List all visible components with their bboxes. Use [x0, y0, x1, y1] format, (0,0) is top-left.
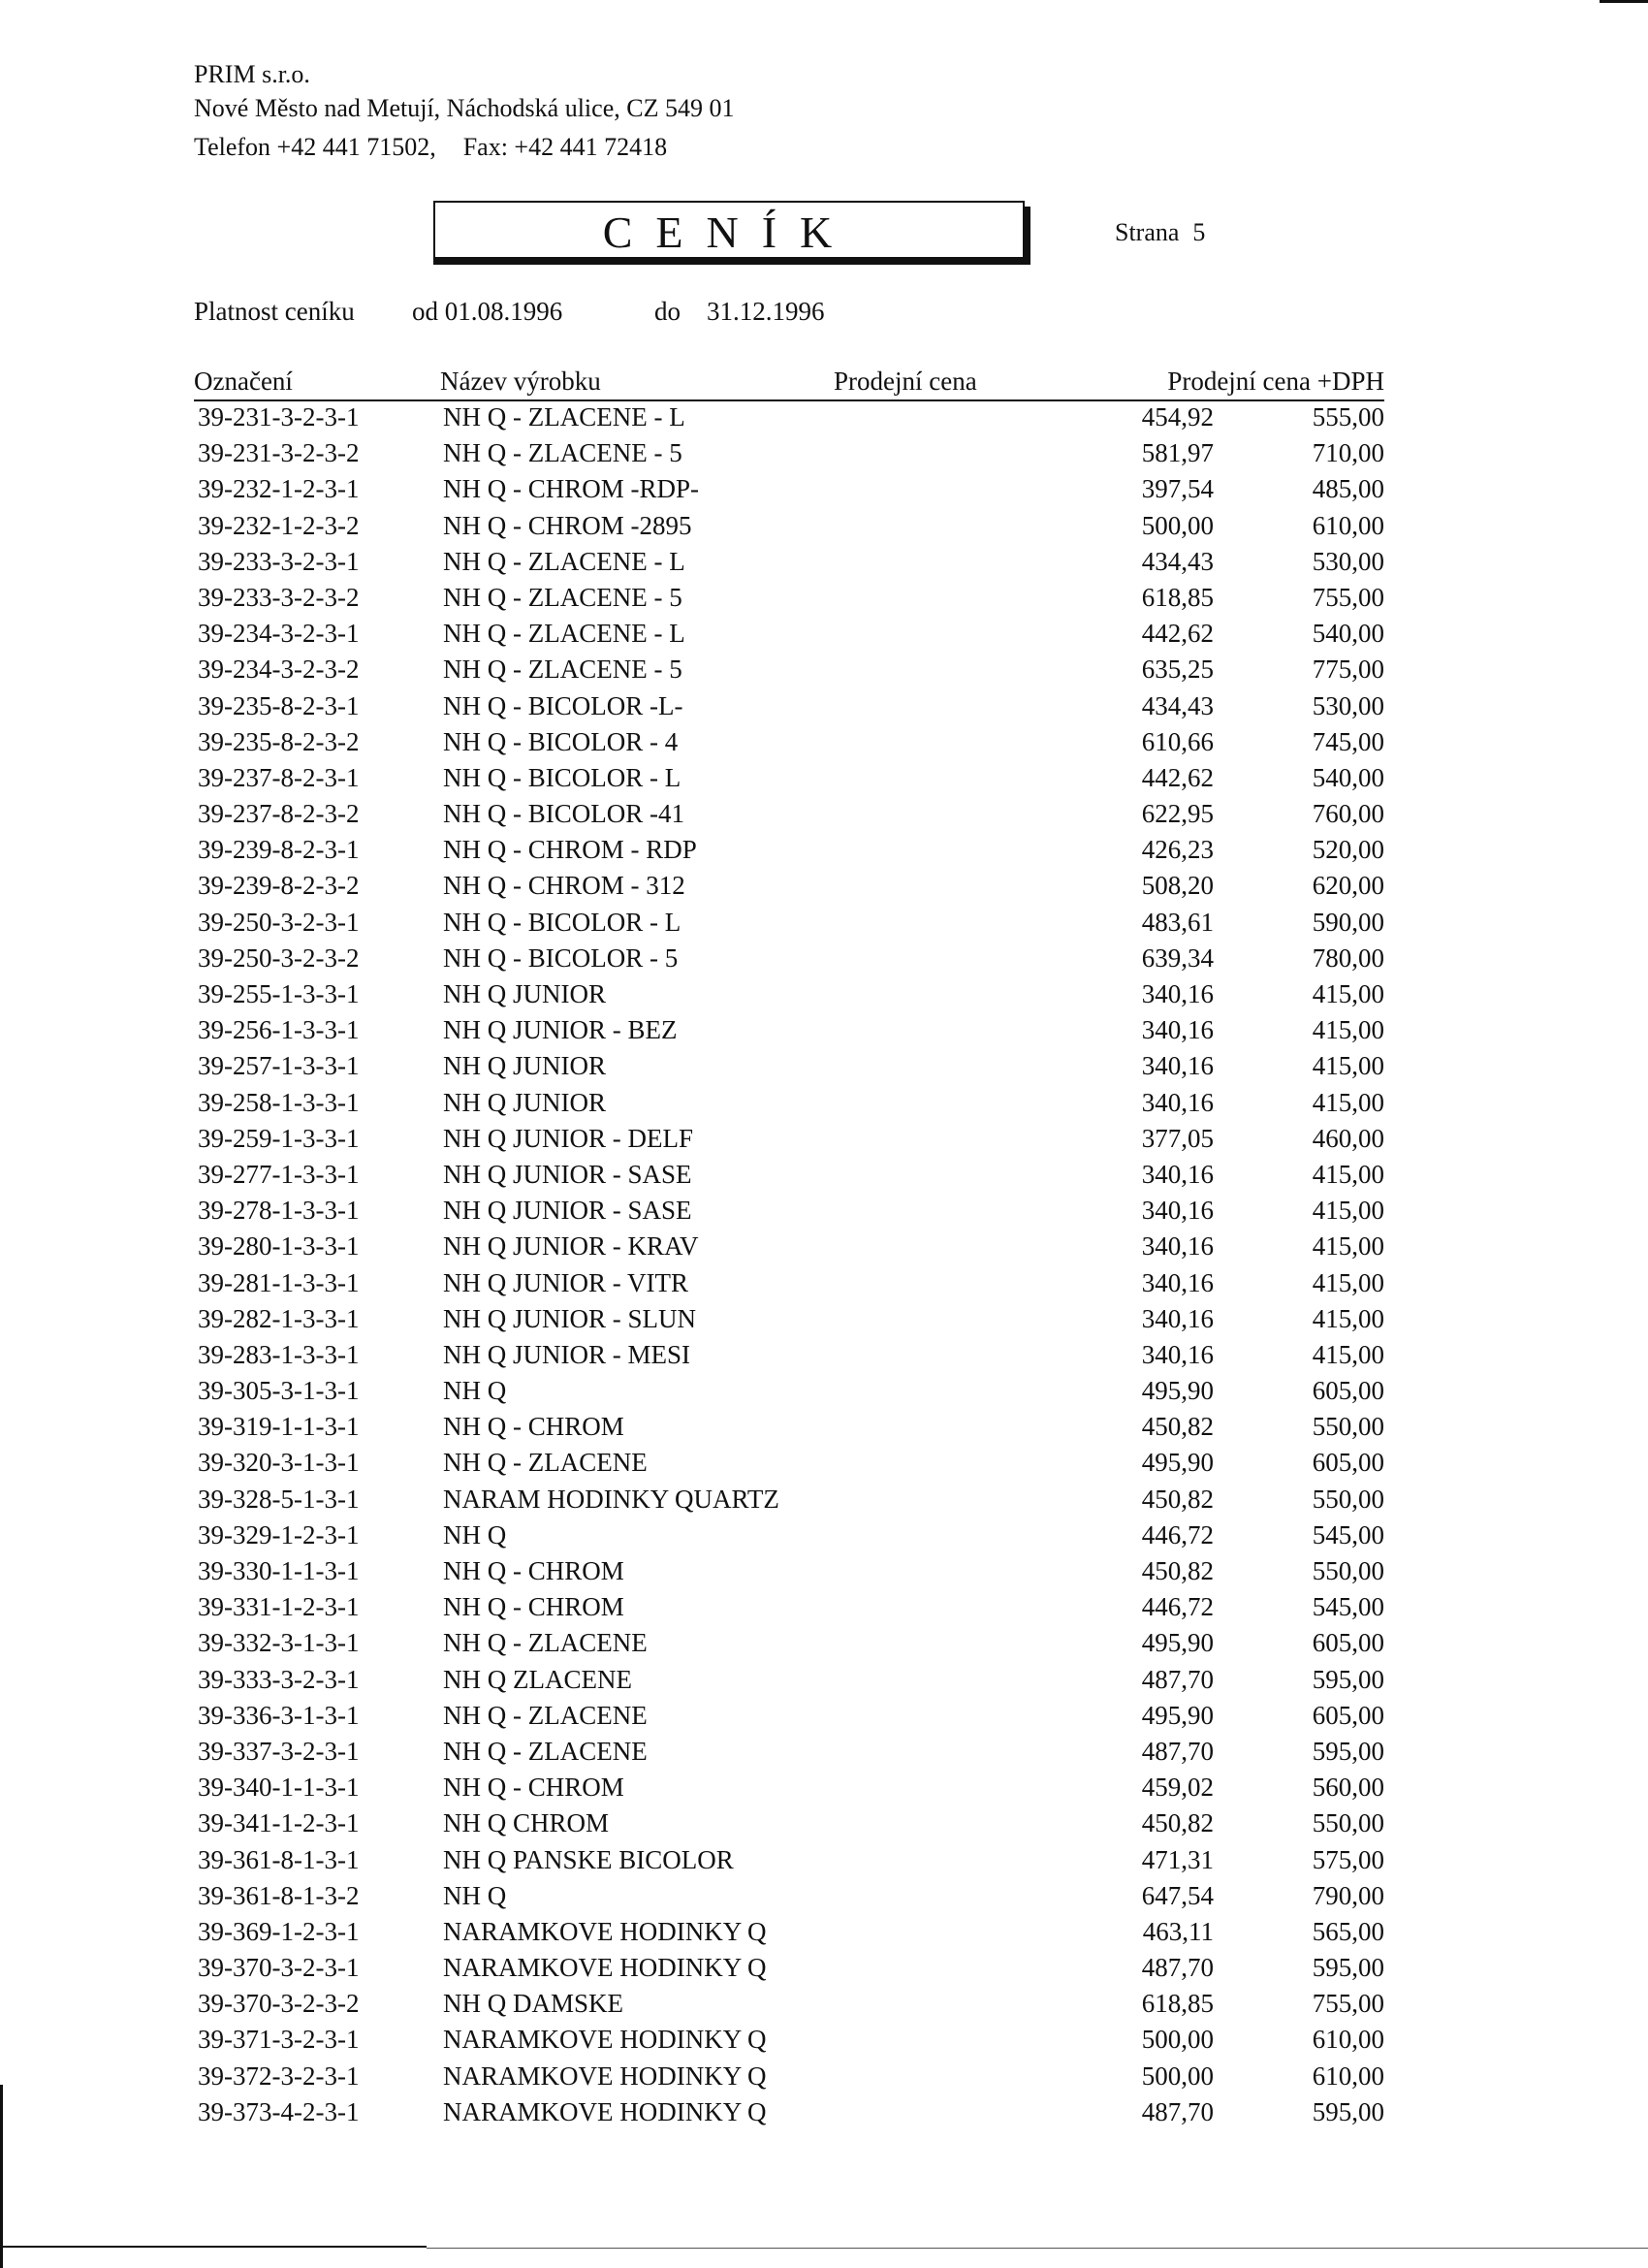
table-row	[194, 618, 1384, 654]
cell-price-vat: 755,00	[1312, 1989, 1384, 2019]
cell-price: 618,85	[1141, 1989, 1214, 2019]
cell-name: NH Q - ZLACENE	[443, 1736, 648, 1766]
page-number: 5	[1192, 218, 1206, 246]
cell-name: NH Q - CHROM	[443, 1556, 624, 1585]
cell-price: 463,11	[1142, 1916, 1214, 1946]
cell-name: NH Q - BICOLOR - L	[443, 762, 681, 792]
table-row	[194, 437, 1384, 473]
cell-price: 495,90	[1141, 1376, 1214, 1406]
cell-name: NH Q DAMSKE	[443, 1989, 624, 2019]
price-table-body	[194, 401, 1384, 2132]
cell-price: 639,34	[1141, 942, 1214, 973]
table-row	[194, 1159, 1384, 1195]
cell-code: 39-361-8-1-3-1	[198, 1844, 360, 1874]
cell-price-vat: 610,00	[1312, 2060, 1384, 2091]
cell-price: 618,85	[1141, 582, 1214, 612]
cell-name: NH Q - CHROM - RDP	[443, 835, 697, 865]
cell-name: NARAMKOVE HODINKY Q	[443, 1953, 767, 1983]
cell-price: 434,43	[1141, 546, 1214, 576]
cell-price-vat: 415,00	[1312, 1015, 1384, 1045]
cell-price-vat: 610,00	[1312, 2025, 1384, 2055]
table-row	[194, 1952, 1384, 1988]
cell-code: 39-232-1-2-3-1	[198, 474, 360, 504]
cell-price: 442,62	[1141, 762, 1214, 792]
cell-name: NH Q - ZLACENE - 5	[443, 582, 682, 612]
cell-name: NARAMKOVE HODINKY Q	[443, 1916, 767, 1946]
cell-price: 450,82	[1141, 1412, 1214, 1442]
cell-price: 434,43	[1141, 690, 1214, 720]
table-row	[194, 1447, 1384, 1483]
table-row	[194, 473, 1384, 509]
cell-name: NH Q - CHROM	[443, 1773, 624, 1803]
table-row	[194, 870, 1384, 906]
cell-name: NH Q JUNIOR - SASE	[443, 1196, 692, 1226]
cell-name: NH Q PANSKE BICOLOR	[443, 1844, 734, 1874]
cell-price: 426,23	[1141, 835, 1214, 865]
cell-price: 340,16	[1141, 1087, 1214, 1117]
cell-name: NH Q - ZLACENE - L	[443, 402, 685, 431]
table-row	[194, 1916, 1384, 1952]
table-row	[194, 1591, 1384, 1627]
cell-code: 39-258-1-3-3-1	[198, 1087, 360, 1117]
fax-number: Fax: +42 441 72418	[462, 133, 668, 161]
cell-price-vat: 520,00	[1312, 835, 1384, 865]
cell-code: 39-259-1-3-3-1	[198, 1123, 360, 1153]
cell-price: 610,66	[1141, 726, 1214, 756]
cell-price-vat: 775,00	[1312, 655, 1384, 685]
cell-name: NH Q JUNIOR - BEZ	[443, 1015, 678, 1045]
cell-price-vat: 530,00	[1312, 546, 1384, 576]
cell-price: 471,31	[1141, 1844, 1214, 1874]
table-row	[194, 654, 1384, 689]
cell-name: NH Q JUNIOR - KRAV	[443, 1231, 699, 1262]
cell-code: 39-231-3-2-3-1	[198, 402, 360, 431]
cell-code: 39-235-8-2-3-1	[198, 690, 360, 720]
cell-price-vat: 595,00	[1312, 1953, 1384, 1983]
cell-code: 39-370-3-2-3-1	[198, 1953, 360, 1983]
scan-artifact-top	[1600, 0, 1648, 3]
scan-artifact-left	[0, 2085, 3, 2268]
table-row	[194, 1195, 1384, 1230]
cell-price: 495,90	[1141, 1628, 1214, 1658]
phone-number: Telefon +42 441 71502,	[194, 133, 436, 161]
validity-label: Platnost ceníku	[194, 297, 355, 326]
cell-price-vat: 460,00	[1312, 1123, 1384, 1153]
cell-price: 487,70	[1141, 1664, 1214, 1694]
cell-price-vat: 415,00	[1312, 1231, 1384, 1262]
column-header-price: Prodejní cena	[834, 367, 977, 396]
column-header-price-vat: Prodejní cena +DPH	[1167, 367, 1384, 396]
validity-to-label: do	[654, 297, 681, 326]
cell-name: NH Q JUNIOR	[443, 1087, 606, 1117]
cell-price-vat: 780,00	[1312, 942, 1384, 973]
cell-price: 622,95	[1141, 799, 1214, 829]
cell-name: NH Q - BICOLOR - L	[443, 907, 681, 937]
cell-price: 340,16	[1141, 1051, 1214, 1081]
cell-code: 39-278-1-3-3-1	[198, 1196, 360, 1226]
cell-name: NH Q ZLACENE	[443, 1664, 632, 1694]
cell-price-vat: 590,00	[1312, 907, 1384, 937]
cell-price: 397,54	[1141, 474, 1214, 504]
cell-name: NH Q - CHROM -2895	[443, 510, 692, 540]
cell-price-vat: 415,00	[1312, 979, 1384, 1008]
cell-price-vat: 415,00	[1312, 1051, 1384, 1081]
cell-code: 39-282-1-3-3-1	[198, 1303, 360, 1333]
scan-artifact-bottom-thin	[427, 2248, 1648, 2249]
cell-price-vat: 415,00	[1312, 1303, 1384, 1333]
cell-price: 495,90	[1141, 1700, 1214, 1730]
cell-name: NH Q - ZLACENE - 5	[443, 438, 682, 468]
cell-price: 495,90	[1141, 1448, 1214, 1478]
cell-code: 39-329-1-2-3-1	[198, 1519, 360, 1549]
column-header-name: Název výrobku	[440, 367, 601, 396]
cell-price: 340,16	[1141, 1159, 1214, 1189]
cell-code: 39-328-5-1-3-1	[198, 1484, 360, 1514]
cell-name: NH Q JUNIOR	[443, 979, 606, 1008]
cell-code: 39-331-1-2-3-1	[198, 1592, 360, 1622]
scan-artifact-bottom	[0, 2246, 427, 2248]
cell-code: 39-373-4-2-3-1	[198, 2096, 360, 2126]
table-row	[194, 726, 1384, 762]
cell-name: NH Q - BICOLOR -L-	[443, 690, 683, 720]
cell-price-vat: 415,00	[1312, 1159, 1384, 1189]
cell-price-vat: 485,00	[1312, 474, 1384, 504]
cell-price: 487,70	[1141, 1953, 1214, 1983]
cell-name: NH Q CHROM	[443, 1808, 610, 1838]
cell-price-vat: 550,00	[1312, 1556, 1384, 1585]
table-row	[194, 1700, 1384, 1736]
cell-price: 377,05	[1141, 1123, 1214, 1153]
cell-code: 39-333-3-2-3-1	[198, 1664, 360, 1694]
cell-code: 39-250-3-2-3-2	[198, 942, 360, 973]
cell-name: NH Q - BICOLOR -41	[443, 799, 684, 829]
cell-name: NH Q	[443, 1376, 507, 1406]
cell-price-vat: 790,00	[1312, 1880, 1384, 1910]
table-row	[194, 1014, 1384, 1050]
table-row	[194, 401, 1384, 437]
cell-name: NARAMKOVE HODINKY Q	[443, 2096, 767, 2126]
cell-code: 39-277-1-3-3-1	[198, 1159, 360, 1189]
table-row	[194, 1087, 1384, 1123]
cell-price-vat: 565,00	[1312, 1916, 1384, 1946]
cell-name: NH Q - ZLACENE	[443, 1700, 648, 1730]
cell-code: 39-340-1-1-3-1	[198, 1773, 360, 1803]
cell-code: 39-237-8-2-3-1	[198, 762, 360, 792]
cell-price: 500,00	[1141, 2025, 1214, 2055]
cell-code: 39-283-1-3-3-1	[198, 1339, 360, 1369]
page-label: Strana	[1115, 218, 1180, 246]
company-contact	[194, 133, 667, 162]
table-row	[194, 1555, 1384, 1591]
cell-code: 39-232-1-2-3-2	[198, 510, 360, 540]
cell-price-vat: 605,00	[1312, 1376, 1384, 1406]
cell-price: 487,70	[1141, 2096, 1214, 2126]
cell-code: 39-231-3-2-3-2	[198, 438, 360, 468]
cell-name: NH Q JUNIOR - SASE	[443, 1159, 692, 1189]
cell-code: 39-330-1-1-3-1	[198, 1556, 360, 1585]
table-row	[194, 1339, 1384, 1375]
cell-code: 39-305-3-1-3-1	[198, 1376, 360, 1406]
table-row	[194, 834, 1384, 870]
cell-price-vat: 620,00	[1312, 871, 1384, 901]
table-row	[194, 1627, 1384, 1663]
cell-price: 340,16	[1141, 979, 1214, 1008]
cell-name: NH Q - CHROM	[443, 1412, 624, 1442]
cell-name: NH Q JUNIOR	[443, 1051, 606, 1081]
table-row	[194, 798, 1384, 834]
cell-price-vat: 545,00	[1312, 1519, 1384, 1549]
cell-name: NH Q - ZLACENE - L	[443, 546, 685, 576]
cell-code: 39-280-1-3-3-1	[198, 1231, 360, 1262]
cell-code: 39-234-3-2-3-1	[198, 619, 360, 649]
cell-name: NH Q - CHROM -RDP-	[443, 474, 700, 504]
cell-price-vat: 530,00	[1312, 690, 1384, 720]
cell-price: 487,70	[1141, 1736, 1214, 1766]
cell-code: 39-237-8-2-3-2	[198, 799, 360, 829]
cell-name: NH Q - CHROM - 312	[443, 871, 685, 901]
cell-price-vat: 415,00	[1312, 1267, 1384, 1297]
cell-price-vat: 415,00	[1312, 1087, 1384, 1117]
table-row	[194, 1267, 1384, 1303]
cell-code: 39-233-3-2-3-1	[198, 546, 360, 576]
table-row	[194, 1807, 1384, 1843]
table-row	[194, 1988, 1384, 2024]
cell-code: 39-239-8-2-3-2	[198, 871, 360, 901]
table-row	[194, 1303, 1384, 1339]
cell-price: 635,25	[1141, 655, 1214, 685]
cell-code: 39-239-8-2-3-1	[198, 835, 360, 865]
cell-price: 647,54	[1141, 1880, 1214, 1910]
cell-name: NH Q JUNIOR - MESI	[443, 1339, 690, 1369]
table-row	[194, 2060, 1384, 2096]
cell-price-vat: 760,00	[1312, 799, 1384, 829]
cell-name: NH Q	[443, 1880, 507, 1910]
table-row	[194, 1230, 1384, 1266]
table-row	[194, 1050, 1384, 1086]
cell-price-vat: 605,00	[1312, 1700, 1384, 1730]
cell-name: NH Q - BICOLOR - 5	[443, 942, 679, 973]
cell-price: 340,16	[1141, 1267, 1214, 1297]
table-row	[194, 2096, 1384, 2132]
document-title: CENÍK	[602, 208, 856, 257]
cell-price-vat: 605,00	[1312, 1628, 1384, 1658]
cell-price: 450,82	[1141, 1808, 1214, 1838]
cell-name: NARAMKOVE HODINKY Q	[443, 2025, 767, 2055]
cell-price-vat: 550,00	[1312, 1412, 1384, 1442]
cell-price: 483,61	[1141, 907, 1214, 937]
table-row	[194, 1411, 1384, 1447]
cell-price-vat: 550,00	[1312, 1808, 1384, 1838]
cell-price-vat: 605,00	[1312, 1448, 1384, 1478]
price-table-header	[194, 367, 1384, 401]
column-header-code: Označení	[194, 367, 293, 396]
table-row	[194, 1880, 1384, 1916]
cell-name: NARAM HODINKY QUARTZ	[443, 1484, 779, 1514]
cell-name: NH Q - ZLACENE	[443, 1628, 648, 1658]
cell-price-vat: 610,00	[1312, 510, 1384, 540]
cell-name: NH Q JUNIOR - VITR	[443, 1267, 688, 1297]
cell-name: NH Q - ZLACENE - 5	[443, 655, 682, 685]
cell-name: NARAMKOVE HODINKY Q	[443, 2060, 767, 2091]
cell-price-vat: 540,00	[1312, 619, 1384, 649]
cell-price-vat: 595,00	[1312, 1664, 1384, 1694]
cell-price-vat: 545,00	[1312, 1592, 1384, 1622]
cell-name: NH Q - ZLACENE	[443, 1448, 648, 1478]
title-box	[433, 201, 1025, 259]
cell-name: NH Q JUNIOR - DELF	[443, 1123, 693, 1153]
cell-price: 340,16	[1141, 1196, 1214, 1226]
cell-price: 581,97	[1141, 438, 1214, 468]
table-row	[194, 1772, 1384, 1807]
cell-code: 39-369-1-2-3-1	[198, 1916, 360, 1946]
cell-code: 39-255-1-3-3-1	[198, 979, 360, 1008]
cell-price: 340,16	[1141, 1339, 1214, 1369]
cell-price: 446,72	[1141, 1519, 1214, 1549]
validity-to: 31.12.1996	[707, 297, 825, 326]
cell-code: 39-234-3-2-3-2	[198, 655, 360, 685]
cell-code: 39-250-3-2-3-1	[198, 907, 360, 937]
cell-name: NH Q - CHROM	[443, 1592, 624, 1622]
page-indicator	[1115, 218, 1205, 247]
table-row	[194, 582, 1384, 618]
cell-name: NH Q - ZLACENE - L	[443, 619, 685, 649]
cell-code: 39-332-3-1-3-1	[198, 1628, 360, 1658]
cell-name: NH Q - BICOLOR - 4	[443, 726, 679, 756]
validity-from: od 01.08.1996	[412, 297, 563, 326]
cell-price-vat: 560,00	[1312, 1773, 1384, 1803]
cell-price-vat: 745,00	[1312, 726, 1384, 756]
cell-code: 39-319-1-1-3-1	[198, 1412, 360, 1442]
cell-price: 340,16	[1141, 1231, 1214, 1262]
cell-price: 442,62	[1141, 619, 1214, 649]
table-row	[194, 907, 1384, 942]
cell-price: 340,16	[1141, 1303, 1214, 1333]
table-row	[194, 1123, 1384, 1159]
cell-code: 39-257-1-3-3-1	[198, 1051, 360, 1081]
table-row	[194, 690, 1384, 726]
cell-price-vat: 710,00	[1312, 438, 1384, 468]
cell-price: 450,82	[1141, 1484, 1214, 1514]
cell-code: 39-370-3-2-3-2	[198, 1989, 360, 2019]
table-row	[194, 2024, 1384, 2060]
cell-name: NH Q	[443, 1519, 507, 1549]
table-row	[194, 1736, 1384, 1772]
cell-price: 508,20	[1141, 871, 1214, 901]
cell-code: 39-337-3-2-3-1	[198, 1736, 360, 1766]
table-row	[194, 1519, 1384, 1555]
cell-price: 450,82	[1141, 1556, 1214, 1585]
cell-price-vat: 555,00	[1312, 402, 1384, 431]
cell-price-vat: 540,00	[1312, 762, 1384, 792]
table-row	[194, 1844, 1384, 1880]
cell-price: 340,16	[1141, 1015, 1214, 1045]
cell-price: 500,00	[1141, 510, 1214, 540]
cell-name: NH Q JUNIOR - SLUN	[443, 1303, 696, 1333]
cell-price-vat: 550,00	[1312, 1484, 1384, 1514]
cell-price-vat: 415,00	[1312, 1339, 1384, 1369]
table-row	[194, 978, 1384, 1014]
table-row	[194, 546, 1384, 582]
cell-price: 446,72	[1141, 1592, 1214, 1622]
cell-price: 454,92	[1141, 402, 1214, 431]
cell-price-vat: 595,00	[1312, 2096, 1384, 2126]
table-row	[194, 1375, 1384, 1411]
cell-price: 459,02	[1141, 1773, 1214, 1803]
cell-price-vat: 595,00	[1312, 1736, 1384, 1766]
cell-code: 39-281-1-3-3-1	[198, 1267, 360, 1297]
table-row	[194, 942, 1384, 978]
cell-price: 500,00	[1141, 2060, 1214, 2091]
validity-period	[194, 297, 825, 327]
cell-price-vat: 575,00	[1312, 1844, 1384, 1874]
table-row	[194, 762, 1384, 798]
table-row	[194, 1664, 1384, 1700]
cell-code: 39-336-3-1-3-1	[198, 1700, 360, 1730]
cell-price-vat: 415,00	[1312, 1196, 1384, 1226]
cell-code: 39-341-1-2-3-1	[198, 1808, 360, 1838]
cell-code: 39-371-3-2-3-1	[198, 2025, 360, 2055]
table-row	[194, 510, 1384, 546]
cell-code: 39-256-1-3-3-1	[198, 1015, 360, 1045]
cell-code: 39-372-3-2-3-1	[198, 2060, 360, 2091]
cell-code: 39-361-8-1-3-2	[198, 1880, 360, 1910]
cell-code: 39-233-3-2-3-2	[198, 582, 360, 612]
cell-code: 39-235-8-2-3-2	[198, 726, 360, 756]
table-row	[194, 1484, 1384, 1519]
company-name: PRIM s.r.o.	[194, 60, 310, 88]
company-address: Nové Město nad Metují, Náchodská ulice, CZ 549 01	[194, 94, 735, 122]
cell-code: 39-320-3-1-3-1	[198, 1448, 360, 1478]
cell-price-vat: 755,00	[1312, 582, 1384, 612]
